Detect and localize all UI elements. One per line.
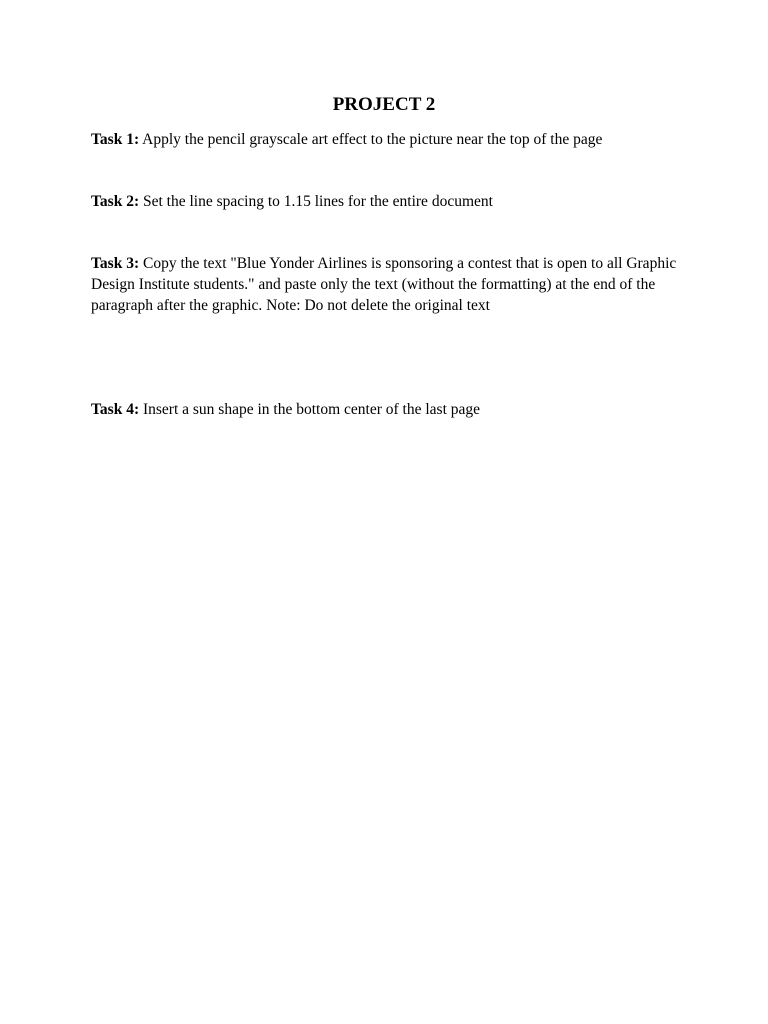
task-3-text: Copy the text "Blue Yonder Airlines is sponsoring a contest that is open to all Graphic Design Institute students." and paste only the text (without the formatting) at the end of the paragraph after the graphic. Note: Do not delete the original text bbox=[91, 255, 677, 314]
task-2 bbox=[91, 191, 691, 212]
task-3-label: Task 3: bbox=[91, 255, 140, 272]
task-3 bbox=[91, 253, 691, 316]
task-1-text: Apply the pencil grayscale art effect to the picture near the top of the page bbox=[142, 131, 603, 148]
task-2-text: Set the line spacing to 1.15 lines for the entire document bbox=[142, 193, 493, 210]
task-1-label: Task 1: bbox=[91, 131, 140, 148]
task-4 bbox=[91, 399, 691, 420]
task-4-label: Task 4: bbox=[91, 401, 140, 418]
task-1 bbox=[91, 129, 691, 150]
page-title: PROJECT 2 bbox=[332, 94, 436, 115]
task-2-label: Task 2: bbox=[91, 193, 140, 210]
task-4-text: Insert a sun shape in the bottom center of the last page bbox=[142, 401, 481, 418]
